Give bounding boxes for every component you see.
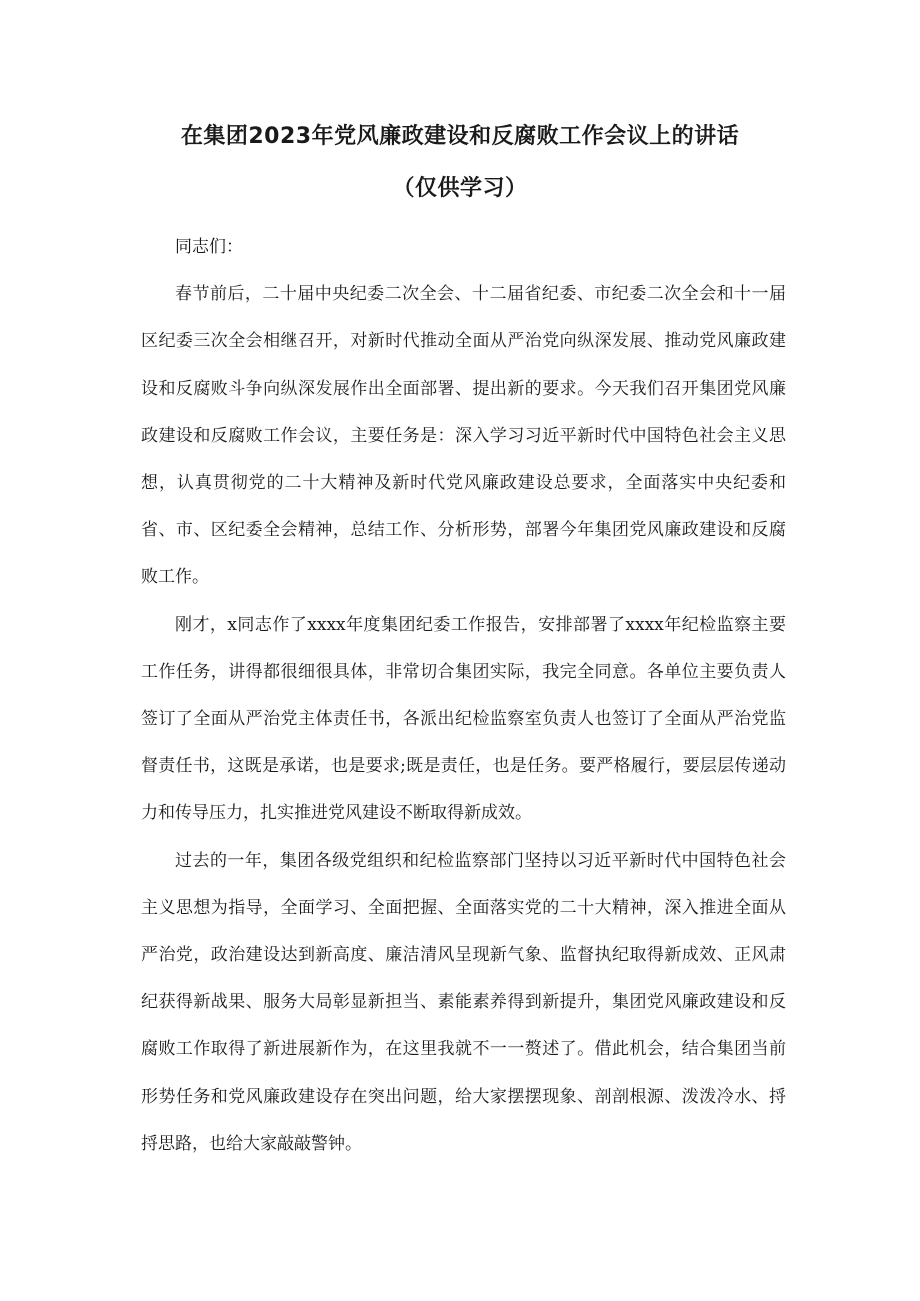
- document-body: [141, 224, 786, 1168]
- salutation: 同志们：: [175, 237, 243, 257]
- paragraph-3: 过去的一年，集团各级党组织和纪检监察部门坚持以习近平新时代中国特色社会主义思想为指导，全面学习、全面把握、全面落实党的二十大精神，深入推进全面从严治党，政治建设达到新高度、廉洁清风呈现新气象、监督执纪取得新成效、正风肃纪获得新战果、服务大局彰显新担当、素能素养得到新提升，集团党风廉政建设和反腐败工作取得了新进展新作为，在这里我就不一一赘述了。借此机会，结合集团当前形势任务和党风廉政建设存在突出问题，给大家摆摆现象、剖剖根源、泼泼冷水、捋捋思路，也给大家敲敲警钟。: [141, 850, 786, 1154]
- document-subtitle: （仅供学习）: [392, 176, 528, 201]
- document-title: 在集团2023年党风廉政建设和反腐败工作会议上的讲话: [180, 124, 740, 149]
- paragraph-2: 刚才，x同志作了xxxx年度集团纪委工作报告，安排部署了xxxx年纪检监察主要工作任务，讲得都很细很具体，非常切合集团实际，我完全同意。各单位主要负责人签订了全面从严治党主体责任书，各派出纪检监察室负责人也签订了全面从严治党监督责任书，这既是承诺，也是要求;既是责任，也是任务。要严格履行，要层层传递动力和传导压力，扎实推进党风建设不断取得新成效。: [141, 614, 786, 824]
- paragraph-1: 春节前后，二十届中央纪委二次全会、十二届省纪委、市纪委二次全会和十一届区纪委三次全会相继召开，对新时代推动全面从严治党向纵深发展、推动党风廉政建设和反腐败斗争向纵深发展作出全面部署、提出新的要求。今天我们召开集团党风廉政建设和反腐败工作会议，主要任务是：深入学习习近平新时代中国特色社会主义思想，认真贯彻党的二十大精神及新时代党风廉政建设总要求，全面落实中央纪委和省、市、区纪委全会精神，总结工作、分析形势，部署今年集团党风廉政建设和反腐败工作。: [141, 284, 786, 588]
